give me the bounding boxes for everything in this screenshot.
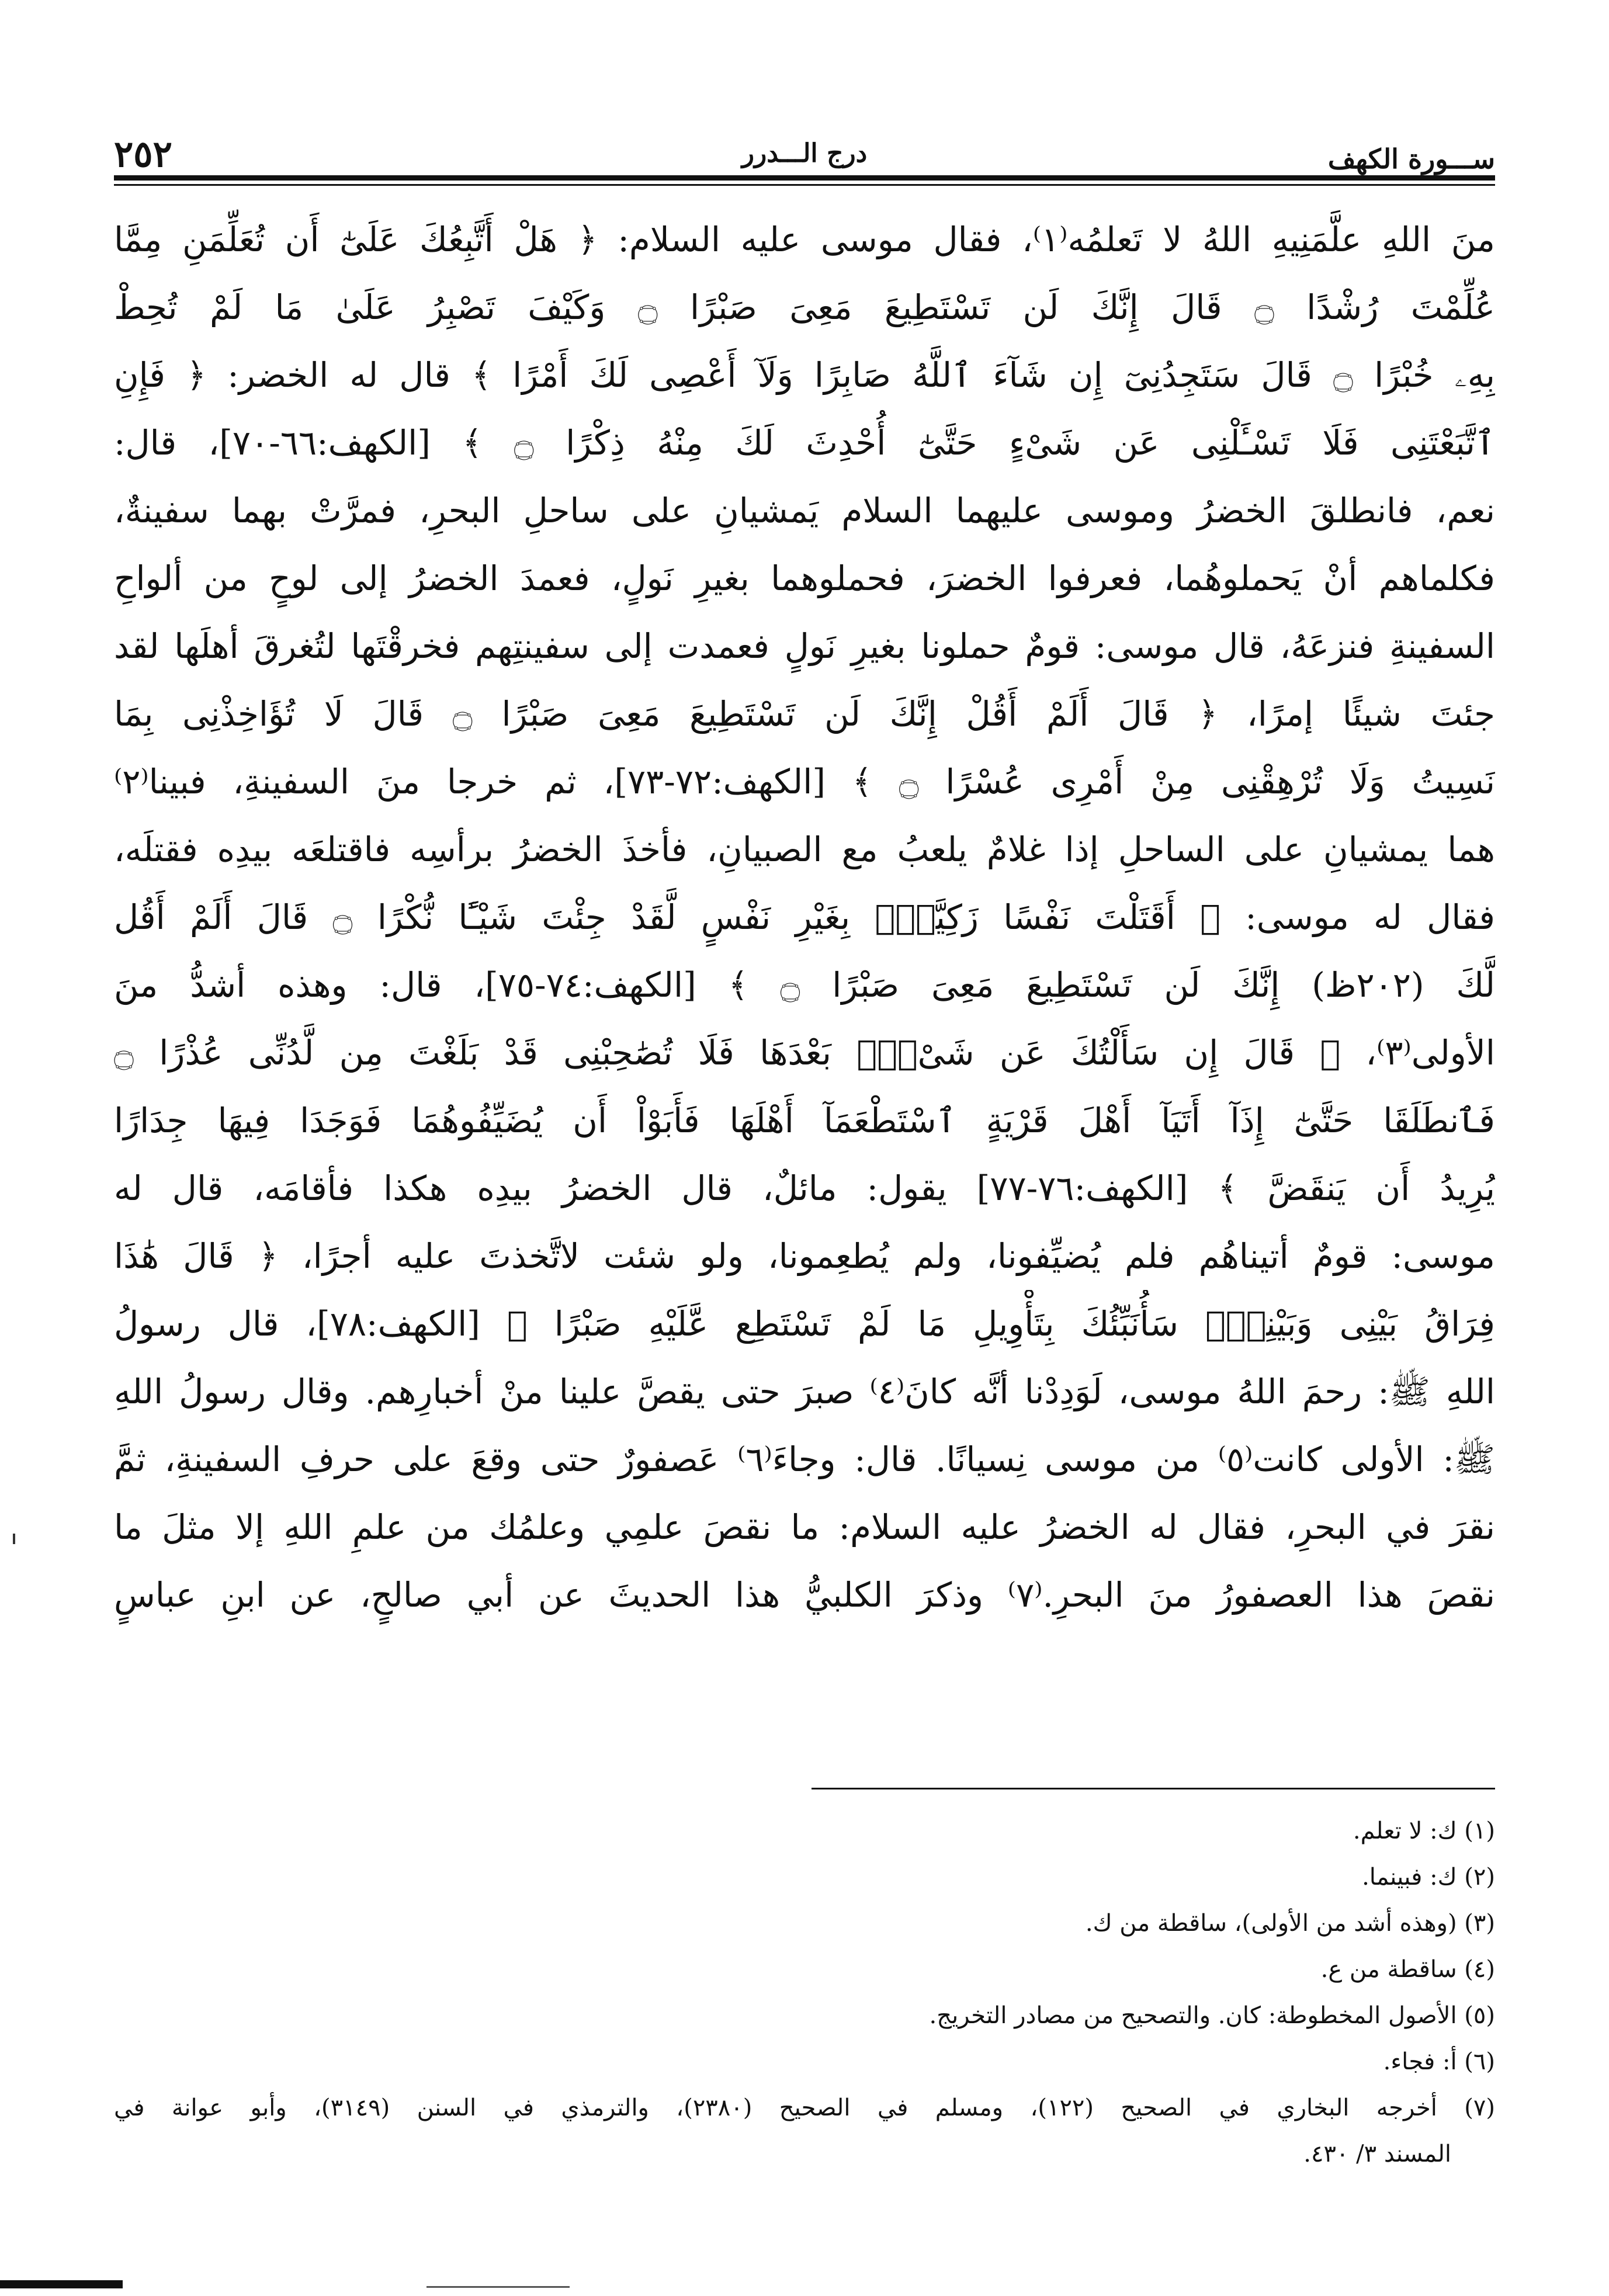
main-text xyxy=(114,206,1495,1629)
text-line: فكلماهم أنْ يَحملوهُما، فعرفوا الخضرَ، فحملوهما بغيرِ نَولٍ، فعمدَ الخضرُ إلى لوحٍ من ألواحِ xyxy=(114,559,1495,598)
footnote: (٧) أخرجه البخاري في الصحيح (١٢٢)، ومسلم في الصحيح (٢٣٨٠)، والترمذي في السنن (٣١٤٩)، وأبو عوانة في xyxy=(114,2094,1495,2121)
text-line: نعم، فانطلقَ الخضرُ وموسى عليهما السلام يَمشيانِ على ساحلِ البحرِ، فمرَّتْ بهما سفينةٌ، xyxy=(114,491,1495,530)
footnote: (٣) (وهذه أشد من الأولى)، ساقطة من ك. xyxy=(1085,1910,1495,1937)
text-line: بِهِۦ خُبْرًا ۝ قَالَ سَتَجِدُنِىٓ إِن شَآءَ ٱللَّهُ صَابِرًا وَلَآ أَعْصِى لَكَ أَمْرًا ﴾ قال له الخضر: ﴿ فَإِنِ xyxy=(114,355,1495,395)
text-line: هما يمشيانِ على الساحلِ إذا غلامٌ يلعبُ مع الصبيانِ، فأخذَ الخضرُ برأسِه فاقتلعَه بيدِه فقتلَه، xyxy=(114,830,1495,869)
footnotes xyxy=(114,1808,1495,2177)
text-line: فِرَاقُ بَيْنِى وَبَيْنِكَۚ سَأُنَبِّئُكَ بِتَأْوِيلِ مَا لَمْ تَسْتَطِع عَّلَيْهِ صَبْرًا ﴾ [الكهف:٧٨]، قال رسولُ xyxy=(114,1304,1495,1344)
book-title: درج الـــدرر xyxy=(741,138,868,168)
text-line: جئتَ شيئًا إمرًا، ﴿ قَالَ أَلَمْ أَقُلْ إِنَّكَ لَن تَسْتَطِيعَ مَعِىَ صَبْرًا ۝ قَالَ لَا تُؤَاخِذْنِى بِمَا xyxy=(114,694,1495,734)
footnote-continuation: المسند ٣/ ٤٣٠. xyxy=(1303,2141,1451,2167)
footnote: (٥) الأصول المخطوطة: كان. والتصحيح من مصادر التخريج. xyxy=(929,2002,1495,2029)
text-line: ٱتَّبَعْتَنِى فَلَا تَسْـَٔلْنِى عَن شَىْءٍ حَتَّىٰٓ أُحْدِثَ لَكَ مِنْهُ ذِكْرًا ۝ ﴾ [الكهف:٦٦-٧٠]، قال: xyxy=(114,423,1495,463)
text-line: موسى: قومٌ أتيناهُم فلم يُضيِّفونا، ولم يُطعِمونا، ولو شئت لاتَّخذتَ عليه أجرًا، ﴿ قَالَ هَٰذَا xyxy=(114,1236,1495,1276)
text-line: نقصَ هذا العصفورُ منَ البحرِ.⁽٧⁾ وذكرَ الكلبيُّ هذا الحديثَ عن أبي صالحٍ، عن ابنِ عباسٍ xyxy=(114,1575,1495,1615)
header-rule-thin xyxy=(114,184,1495,186)
text-line: فَٱنطَلَقَا حَتَّىٰٓ إِذَآ أَتَيَآ أَهْلَ قَرْيَةٍ ٱسْتَطْعَمَآ أَهْلَهَا فَأَبَوْاْ أَن يُضَيِّفُوهُمَا فَوَجَدَا فِيهَا جِدَارًا xyxy=(114,1101,1495,1140)
text-line: عُلِّمْتَ رُشْدًا ۝ قَالَ إِنَّكَ لَن تَسْتَطِيعَ مَعِىَ صَبْرًا ۝ وَكَيْفَ تَصْبِرُ عَلَىٰ مَا لَمْ تُحِطْ xyxy=(114,287,1495,327)
page-header xyxy=(114,111,1495,175)
surah-title: ســـورة الكهف xyxy=(1327,143,1495,175)
bottom-edge-mark xyxy=(0,2280,123,2288)
text-line: نَسِيتُ وَلَا تُرْهِقْنِى مِنْ أَمْرِى عُسْرًا ۝ ﴾ [الكهف:٧٢-٧٣]، ثم خرجا منَ السفينةِ، فبينا⁽٢⁾ xyxy=(114,762,1495,802)
text-line: لَّكَ (٢٠٢ظ) إِنَّكَ لَن تَسْتَطِيعَ مَعِىَ صَبْرًا ۝ ﴾ [الكهف:٧٤-٧٥]، قال: وهذه أشدُّ منَ xyxy=(114,965,1495,1005)
margin-mark xyxy=(13,1534,15,1544)
header-rule-thick xyxy=(114,175,1495,181)
footnote: (٦) أ: فجاء. xyxy=(1383,2048,1495,2075)
text-line: فقال له موسى: ﴿ أَقَتَلْتَ نَفْسًا زَكِيَّةًۢ بِغَيْرِ نَفْسٍ لَّقَدْ جِئْتَ شَيْـًٔا نُّكْرًا ۝ قَالَ أَلَمْ أَقُل xyxy=(114,897,1495,937)
footnote: (١) ك: لا تعلم. xyxy=(1353,1818,1495,1844)
text-line: الأولى⁽٣⁾، ﴿ قَالَ إِن سَأَلْتُكَ عَن شَىْءٍۭ بَعْدَهَا فَلَا تُصَٰحِبْنِى قَدْ بَلَغْتَ مِن لَّدُنِّى عُذْرًا ۝ xyxy=(114,1033,1495,1073)
text-line: ﷺ: الأولى كانت⁽٥⁾ من موسى نِسيانًا. قال: وجاءَ⁽٦⁾ عَصفورٌ حتى وقعَ على حرفِ السفينةِ، ثمَّ xyxy=(114,1440,1495,1479)
footnote: (٢) ك: فبينما. xyxy=(1362,1864,1495,1891)
footnote: (٤) ساقطة من ع. xyxy=(1320,1956,1495,1983)
footnote-separator xyxy=(812,1788,1495,1789)
bottom-rule xyxy=(426,2286,570,2288)
page-number: ٢٥٢ xyxy=(114,133,172,175)
text-line: نقرَ في البحرِ، فقال له الخضرُ عليه السلام: ما نقصَ علمِي وعلمُك من علمِ اللهِ إلا مثلَ ما xyxy=(114,1507,1495,1547)
text-line: اللهِ ﷺ: رحمَ اللهُ موسى، لَوَدِدْنا أنَّه كانَ⁽٤⁾ صبرَ حتى يقصَّ علينا منْ أخبارِهم. وقال رسولُ اللهِ xyxy=(114,1372,1495,1411)
text-line: منَ اللهِ علَّمَنِيهِ اللهُ لا تَعلمُه⁽١⁾، فقال موسى عليه السلام: ﴿ هَلْ أَتَّبِعُكَ عَلَىٰٓ أَن تُعَلِّمَنِ مِمَّا xyxy=(114,220,1495,259)
text-line: السفينةِ فنزعَهُ، قال موسى: قومٌ حملونا بغيرِ نَولٍ فعمدت إلى سفينتِهم فخرقْتَها لتُغرقَ أهلَها لقد xyxy=(114,626,1495,666)
text-line: يُرِيدُ أَن يَنقَضَّ ﴾ [الكهف:٧٦-٧٧] يقول: مائلٌ، قال الخضرُ بيدِه هكذا فأقامَه، قال له xyxy=(114,1168,1495,1208)
